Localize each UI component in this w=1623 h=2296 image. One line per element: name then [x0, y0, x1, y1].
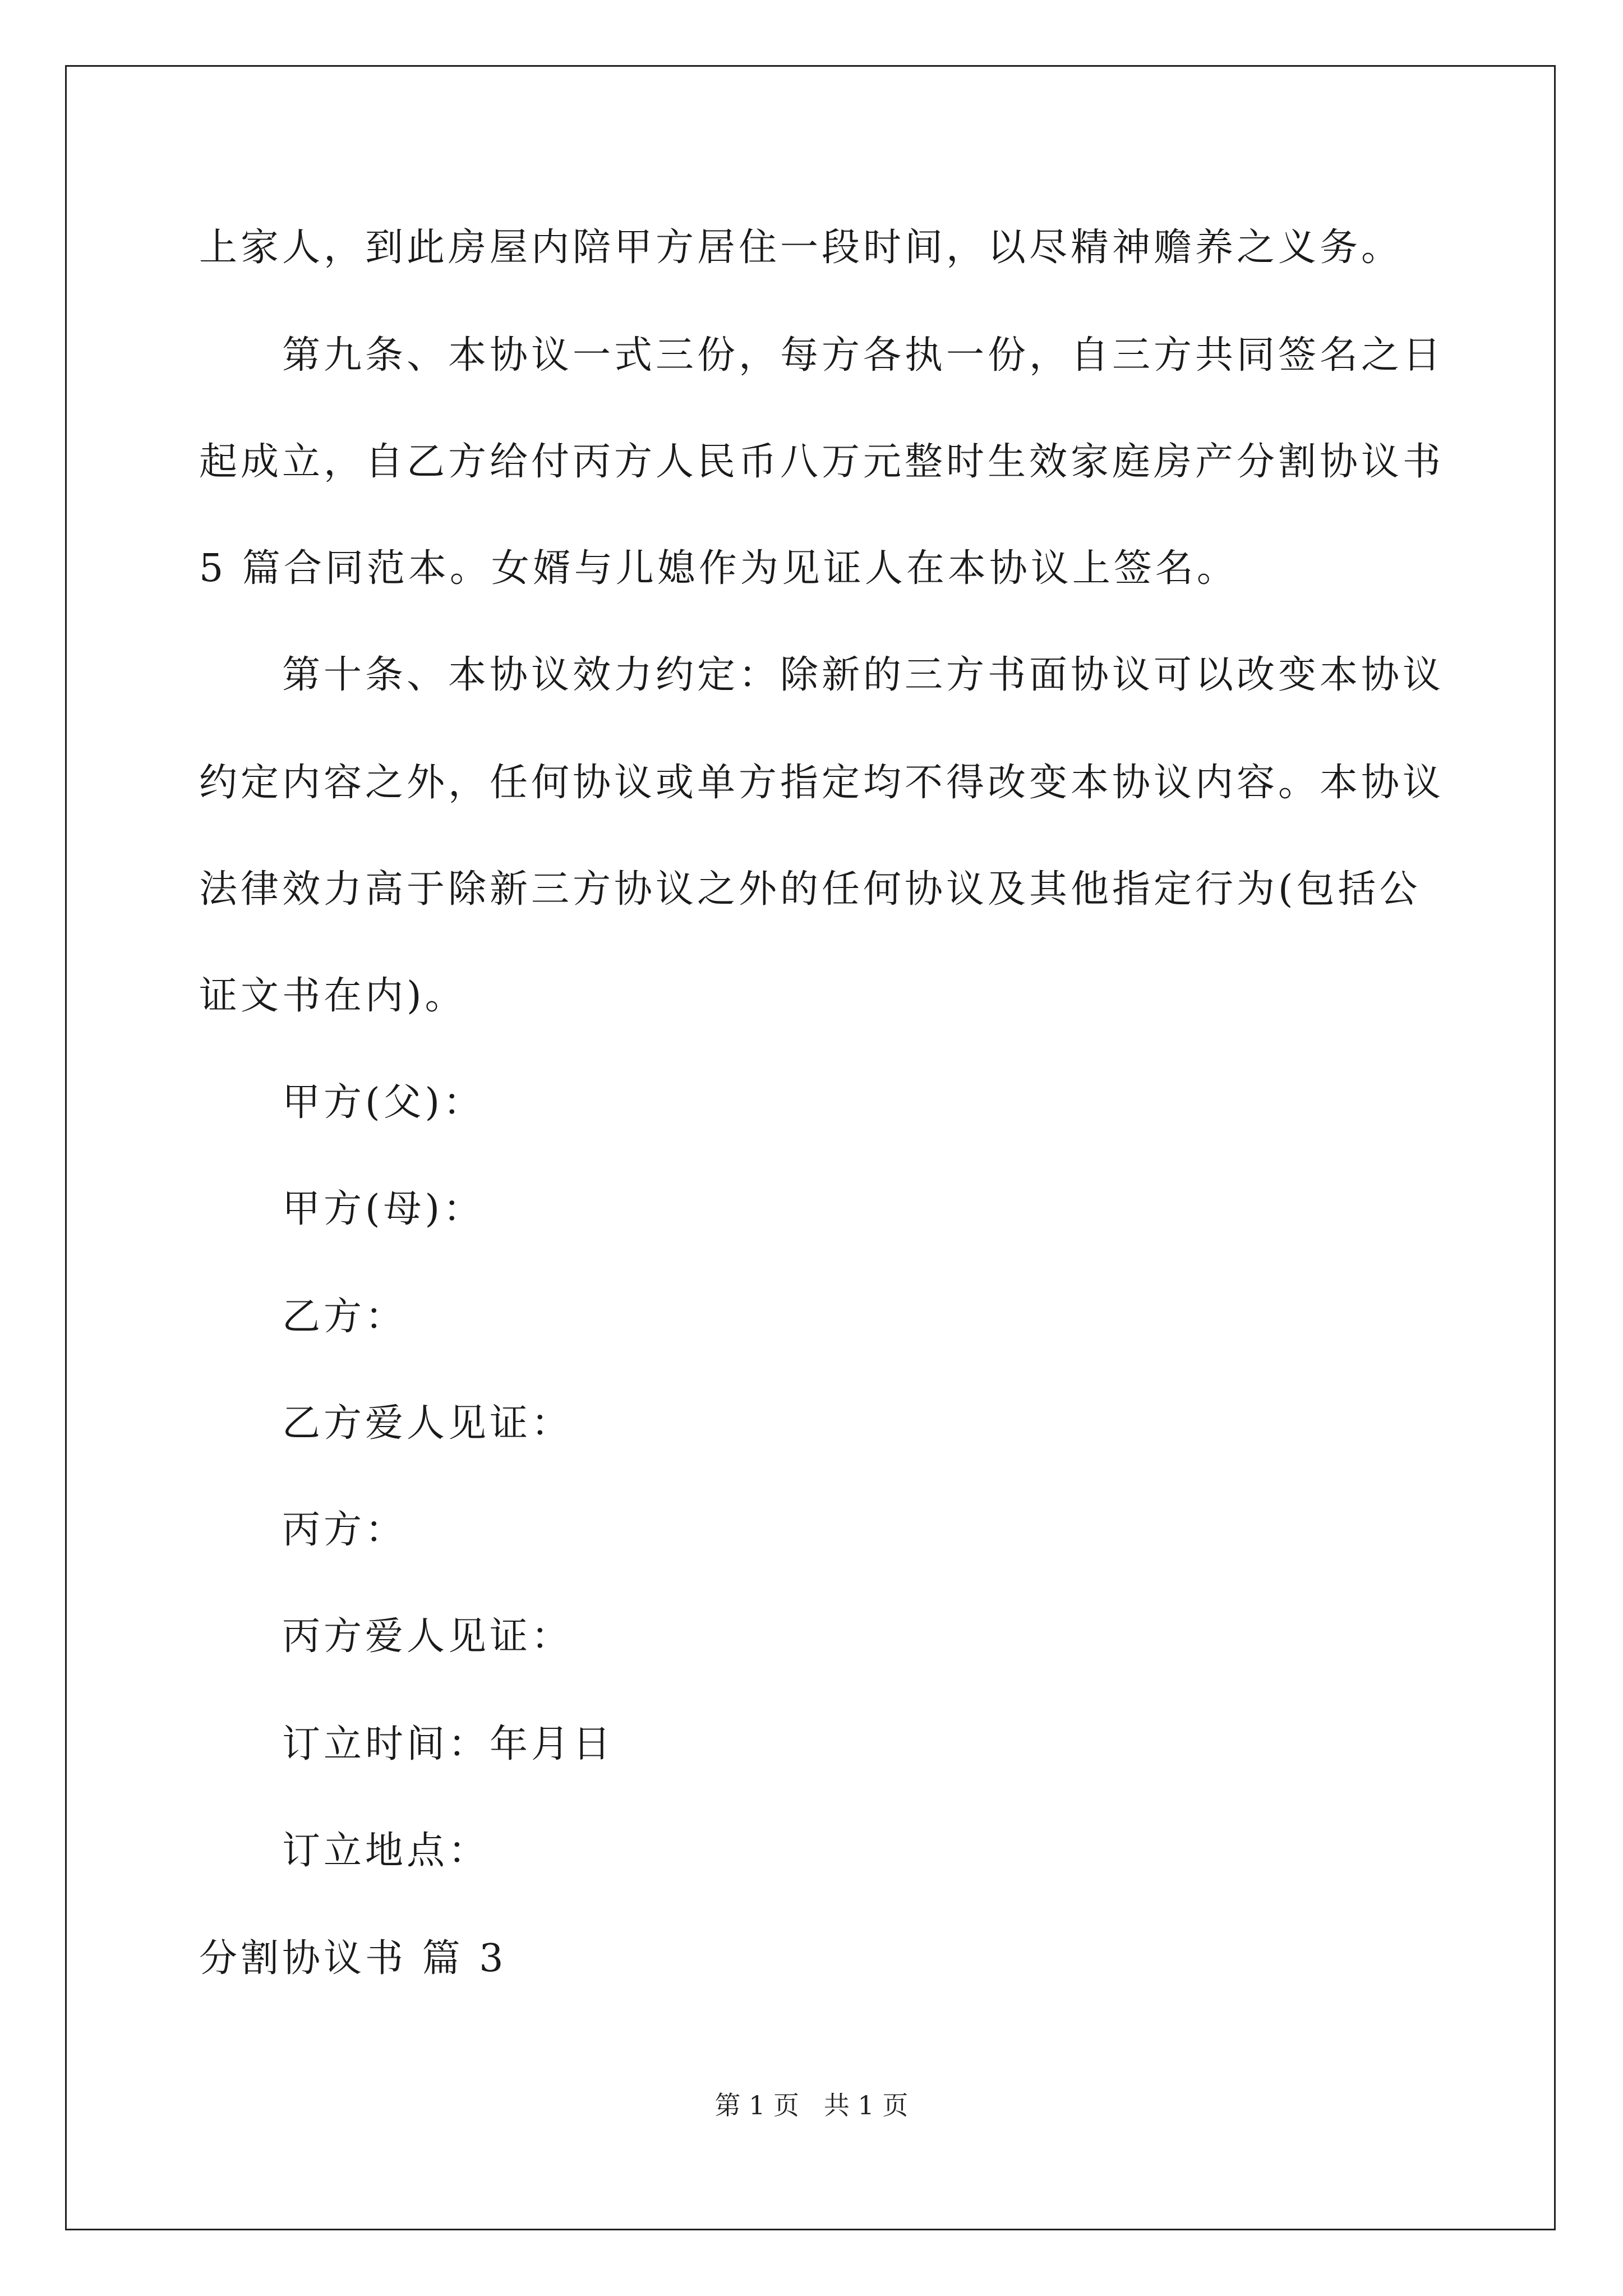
signature-line: 甲方(父)：	[282, 1080, 485, 1125]
signature-line: 乙方：	[282, 1295, 407, 1339]
paragraph-line: 起成立，自乙方给付丙方人民币八万元整时生效家庭房产分割协议书	[199, 440, 1445, 484]
page-border	[65, 65, 1556, 2230]
signature-line: 乙方爱人见证：	[282, 1401, 573, 1446]
paragraph-line: 第十条、本协议效力约定：除新的三方书面协议可以改变本协议	[282, 653, 1445, 697]
paragraph-line: 第九条、本协议一式三份，每方各执一份，自三方共同签名之日	[282, 333, 1445, 378]
signature-line: 甲方(母)：	[282, 1187, 485, 1231]
signature-line: 订立时间：年月日	[282, 1722, 615, 1766]
signature-line: 订立地点：	[282, 1829, 490, 1873]
paragraph-line: 法律效力高于除新三方协议之外的任何协议及其他指定行为(包括公	[199, 867, 1421, 912]
paragraph-line: 证文书在内)。	[199, 974, 467, 1018]
paragraph-line: 上家人，到此房屋内陪甲方居住一段时间，以尽精神赡养之义务。	[199, 226, 1403, 270]
section-heading: 分割协议书 篇 3	[199, 1936, 507, 1981]
page-footer: 第 1 页 共 1 页	[714, 2090, 909, 2120]
signature-line: 丙方：	[282, 1508, 407, 1552]
paragraph-line: 5 篇合同范本。女婿与儿媳作为见证人在本协议上签名。	[199, 546, 1238, 591]
signature-line: 丙方爱人见证：	[282, 1614, 573, 1659]
paragraph-line: 约定内容之外，任何协议或单方指定均不得改变本协议内容。本协议	[199, 761, 1445, 805]
